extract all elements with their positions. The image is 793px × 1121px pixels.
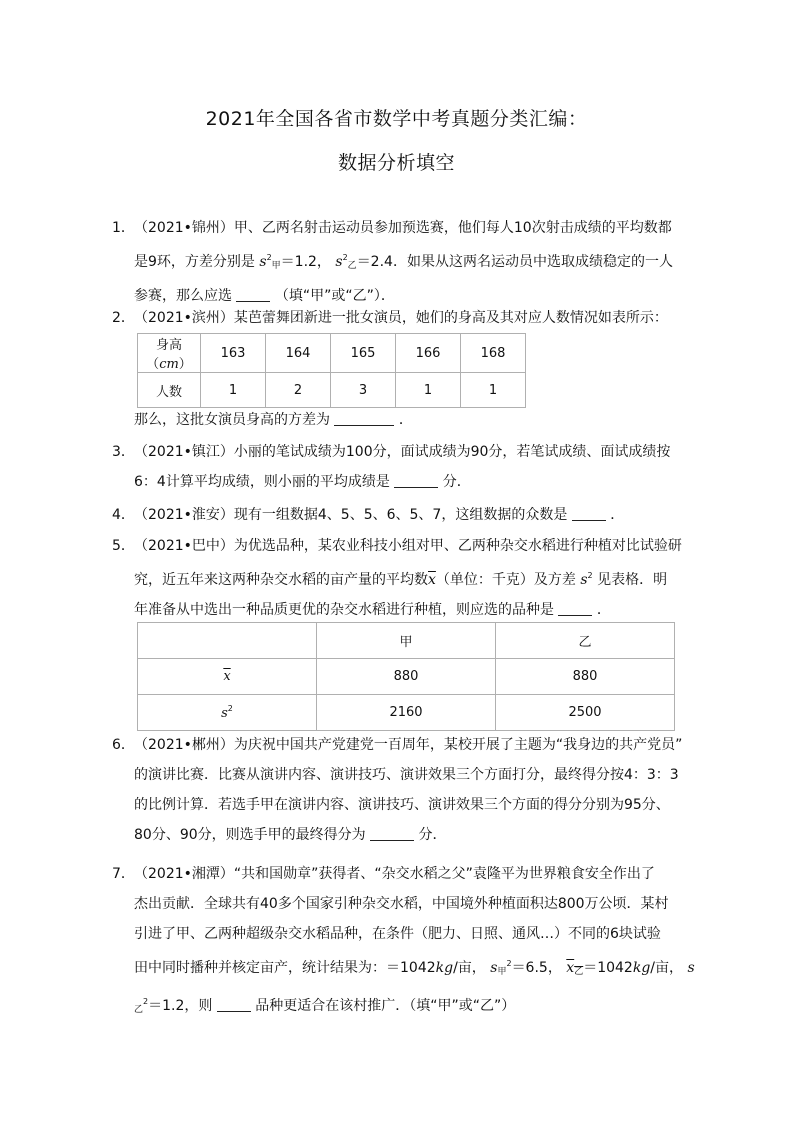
question-text: 究，近五年来这两种杂交水稻的亩产量的平均数$\overline{x}$（单位：千克）及方差 $s^2$ 见表格．明 <box>134 571 668 588</box>
page-subtitle: 数据分析填空 <box>337 152 455 174</box>
answer-blank[interactable] <box>334 409 394 426</box>
table-cell: 163 <box>201 334 266 373</box>
answer-blank[interactable] <box>370 824 414 841</box>
answer-blank[interactable] <box>572 504 606 521</box>
table-header-cell: 乙 <box>496 623 675 659</box>
question-number: 5． <box>112 538 135 554</box>
question-number: 6． <box>112 737 135 753</box>
question-number: 7． <box>112 866 135 882</box>
table-cell: 2 <box>266 373 331 408</box>
table-row <box>138 373 526 408</box>
question-4 <box>112 500 682 530</box>
answer-blank[interactable] <box>394 471 438 488</box>
question-number: 3． <box>112 444 135 460</box>
answer-blank[interactable] <box>558 599 592 616</box>
question-text: 年准备从中选出一种品质更优的杂交水稻进行种植，则应选的品种是 ． <box>134 595 682 625</box>
question-text: 6：4计算平均成绩，则小丽的平均成绩是 分． <box>134 467 682 497</box>
table-row-label: $s^2$ <box>138 695 317 731</box>
question-6 <box>112 730 683 850</box>
question-number: 1． <box>112 220 135 236</box>
question-7 <box>112 859 695 1025</box>
table-row-label: $\overline{x}$ <box>138 659 317 695</box>
question-text: （2021•巴中）为优选品种，某农业科技小组对甲、乙两种杂交水稻进行种植对比试验研 <box>134 538 682 554</box>
table-row <box>138 659 675 695</box>
table-cell: 164 <box>266 334 331 373</box>
question-text: 杰出贡献．全球共有40多个国家引种杂交水稻，中国境外种植面积达800万公顷．某村 <box>134 896 669 912</box>
table-cell: 166 <box>396 334 461 373</box>
question-number: 2． <box>112 310 135 326</box>
table-cell: 2160 <box>317 695 496 731</box>
table-header-cell <box>138 623 317 659</box>
table-row <box>138 695 675 731</box>
answer-blank[interactable] <box>236 285 270 302</box>
question-text: 引进了甲、乙两种超级杂交水稻品种，在条件（肥力、日照、通风…）不同的6块试验 <box>134 926 661 942</box>
page-title: 2021年全国各省市数学中考真题分类汇编： <box>205 108 588 130</box>
answer-blank[interactable] <box>217 995 251 1012</box>
table-cell: 1 <box>201 373 266 408</box>
question-text: （2021•湘潭）“共和国勋章”获得者、“杂交水稻之父”袁隆平为世界粮食安全作出了 <box>134 866 655 882</box>
table-row <box>138 334 526 373</box>
question-text: （2021•郴州）为庆祝中国共产党建党一百周年，某校开展了主题为“我身边的共产党员” <box>134 737 683 753</box>
question-text: 田中同时播种并核定亩产，统计结果为：＝1042kg/亩， $s_甲^2=6.5$， $\overline{x}_乙=1042kg/$亩， s <box>134 959 695 977</box>
question-text: （2021•淮安）现有一组数据4、5、5、6、5、7，这组数据的众数是 ． <box>116 500 682 530</box>
question-text: 80分、90分，则选手甲的最终得分为 分． <box>134 820 682 850</box>
table-cell: 880 <box>317 659 496 695</box>
question-1 <box>112 213 682 311</box>
question-5 <box>112 531 682 625</box>
table-header-cell: 人数 <box>138 373 201 408</box>
question-text: 是9环，方差分别是 $s^2_甲=1.2$， $s^2_乙=2.4$．如果从这两名运动员中选取成绩稳定的一人 <box>134 253 673 271</box>
rice-variety-table <box>137 622 675 731</box>
question-text: （2021•镇江）小丽的笔试成绩为100分，面试成绩为90分，若笔试成绩、面试成绩按 <box>134 444 671 460</box>
table-cell: 3 <box>331 373 396 408</box>
question-text: （2021•锦州）甲、乙两名射击运动员参加预选赛，他们每人10次射击成绩的平均数都 <box>134 220 672 236</box>
table-cell: 880 <box>496 659 675 695</box>
table-cell: 168 <box>461 334 526 373</box>
table-row <box>138 623 675 659</box>
question-text: 参赛，那么应选 （填“甲”或“乙”）． <box>134 281 682 311</box>
table-cell: 1 <box>396 373 461 408</box>
question-2 <box>112 303 682 333</box>
table-cell: 2500 <box>496 695 675 731</box>
question-text: （2021•滨州）某芭蕾舞团新进一批女演员，她们的身高及其对应人数情况如表所示： <box>134 310 668 326</box>
question-text: 那么，这批女演员身高的方差为 ． <box>134 405 682 435</box>
height-table <box>137 333 526 408</box>
table-header-cell: 身高（cm） <box>138 334 201 373</box>
table-cell: 1 <box>461 373 526 408</box>
question-3 <box>112 437 682 497</box>
question-2-continued <box>116 405 682 435</box>
question-text: $_乙^2$＝1.2，则 品种更适合在该村推广．（填“甲”或“乙”） <box>134 997 516 1015</box>
question-number: 4． <box>112 507 135 523</box>
question-text: 的比例计算．若选手甲在演讲内容、演讲技巧、演讲效果三个方面的得分分别为95分、 <box>134 797 670 813</box>
table-header-cell: 甲 <box>317 623 496 659</box>
question-text: 的演讲比赛．比赛从演讲内容、演讲技巧、演讲效果三个方面打分，最终得分按4：3：3 <box>134 767 679 783</box>
table-cell: 165 <box>331 334 396 373</box>
